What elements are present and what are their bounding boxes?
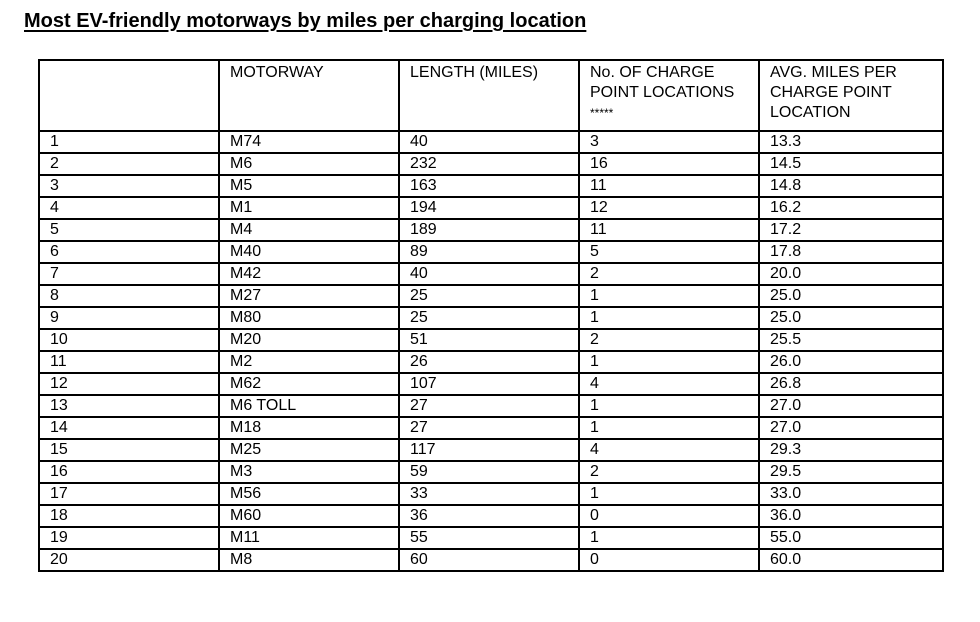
cell-motorway: M8 xyxy=(219,549,399,571)
cell-charge-point-locations: 1 xyxy=(579,285,759,307)
cell-rank: 20 xyxy=(39,549,219,571)
header-length: LENGTH (MILES) xyxy=(399,60,579,131)
cell-rank: 17 xyxy=(39,483,219,505)
cell-motorway: M2 xyxy=(219,351,399,373)
cell-length: 55 xyxy=(399,527,579,549)
cell-length: 194 xyxy=(399,197,579,219)
cell-length: 60 xyxy=(399,549,579,571)
cell-motorway: M1 xyxy=(219,197,399,219)
cell-motorway: M40 xyxy=(219,241,399,263)
cell-rank: 10 xyxy=(39,329,219,351)
table-row xyxy=(39,505,943,527)
cell-charge-point-locations: 12 xyxy=(579,197,759,219)
table-row xyxy=(39,483,943,505)
cell-charge-point-locations: 4 xyxy=(579,373,759,395)
header-locations-label: No. OF CHARGE POINT LOCATIONS xyxy=(590,64,735,101)
cell-motorway: M3 xyxy=(219,461,399,483)
cell-avg-miles: 33.0 xyxy=(759,483,943,505)
cell-rank: 11 xyxy=(39,351,219,373)
table-row xyxy=(39,285,943,307)
cell-motorway: M4 xyxy=(219,219,399,241)
cell-motorway: M80 xyxy=(219,307,399,329)
cell-length: 163 xyxy=(399,175,579,197)
cell-avg-miles: 14.8 xyxy=(759,175,943,197)
document-title: Most EV-friendly motorways by miles per charging location xyxy=(24,10,587,32)
cell-motorway: M6 xyxy=(219,153,399,175)
cell-charge-point-locations: 3 xyxy=(579,131,759,153)
cell-charge-point-locations: 0 xyxy=(579,505,759,527)
cell-length: 40 xyxy=(399,131,579,153)
header-avg-miles: AVG. MILES PER CHARGE POINT LOCATION xyxy=(759,60,943,131)
table-row xyxy=(39,131,943,153)
cell-rank: 15 xyxy=(39,439,219,461)
table-row xyxy=(39,219,943,241)
header-row xyxy=(39,60,943,131)
cell-length: 27 xyxy=(399,395,579,417)
table-row xyxy=(39,153,943,175)
cell-length: 33 xyxy=(399,483,579,505)
motorway-table xyxy=(38,59,944,572)
table-body xyxy=(39,131,943,571)
cell-rank: 3 xyxy=(39,175,219,197)
cell-rank: 13 xyxy=(39,395,219,417)
cell-length: 25 xyxy=(399,285,579,307)
cell-avg-miles: 27.0 xyxy=(759,395,943,417)
cell-length: 107 xyxy=(399,373,579,395)
cell-avg-miles: 25.5 xyxy=(759,329,943,351)
cell-rank: 18 xyxy=(39,505,219,527)
header-motorway: MOTORWAY xyxy=(219,60,399,131)
table-row xyxy=(39,417,943,439)
cell-length: 89 xyxy=(399,241,579,263)
cell-motorway: M42 xyxy=(219,263,399,285)
cell-avg-miles: 17.2 xyxy=(759,219,943,241)
table-row xyxy=(39,307,943,329)
cell-length: 26 xyxy=(399,351,579,373)
cell-charge-point-locations: 1 xyxy=(579,527,759,549)
cell-charge-point-locations: 0 xyxy=(579,549,759,571)
cell-avg-miles: 29.5 xyxy=(759,461,943,483)
table-row xyxy=(39,527,943,549)
cell-motorway: M18 xyxy=(219,417,399,439)
cell-motorway: M56 xyxy=(219,483,399,505)
cell-rank: 12 xyxy=(39,373,219,395)
cell-motorway: M74 xyxy=(219,131,399,153)
table-row xyxy=(39,263,943,285)
cell-avg-miles: 17.8 xyxy=(759,241,943,263)
table-row xyxy=(39,351,943,373)
cell-motorway: M5 xyxy=(219,175,399,197)
cell-avg-miles: 27.0 xyxy=(759,417,943,439)
cell-length: 36 xyxy=(399,505,579,527)
cell-charge-point-locations: 5 xyxy=(579,241,759,263)
cell-rank: 5 xyxy=(39,219,219,241)
cell-rank: 2 xyxy=(39,153,219,175)
cell-charge-point-locations: 16 xyxy=(579,153,759,175)
cell-length: 189 xyxy=(399,219,579,241)
cell-rank: 1 xyxy=(39,131,219,153)
cell-rank: 7 xyxy=(39,263,219,285)
table-row xyxy=(39,549,943,571)
cell-avg-miles: 25.0 xyxy=(759,307,943,329)
table-row xyxy=(39,175,943,197)
cell-length: 59 xyxy=(399,461,579,483)
cell-rank: 16 xyxy=(39,461,219,483)
cell-avg-miles: 60.0 xyxy=(759,549,943,571)
cell-avg-miles: 14.5 xyxy=(759,153,943,175)
table-row xyxy=(39,439,943,461)
cell-charge-point-locations: 1 xyxy=(579,417,759,439)
cell-motorway: M60 xyxy=(219,505,399,527)
cell-charge-point-locations: 4 xyxy=(579,439,759,461)
cell-charge-point-locations: 2 xyxy=(579,263,759,285)
cell-charge-point-locations: 2 xyxy=(579,461,759,483)
cell-motorway: M27 xyxy=(219,285,399,307)
cell-rank: 9 xyxy=(39,307,219,329)
cell-length: 51 xyxy=(399,329,579,351)
cell-motorway: M11 xyxy=(219,527,399,549)
table-row xyxy=(39,461,943,483)
cell-avg-miles: 20.0 xyxy=(759,263,943,285)
cell-charge-point-locations: 1 xyxy=(579,395,759,417)
cell-length: 25 xyxy=(399,307,579,329)
cell-length: 117 xyxy=(399,439,579,461)
cell-rank: 19 xyxy=(39,527,219,549)
cell-charge-point-locations: 11 xyxy=(579,175,759,197)
cell-avg-miles: 25.0 xyxy=(759,285,943,307)
cell-avg-miles: 26.0 xyxy=(759,351,943,373)
cell-avg-miles: 26.8 xyxy=(759,373,943,395)
cell-charge-point-locations: 2 xyxy=(579,329,759,351)
table-row xyxy=(39,197,943,219)
footnote-marker: ***** xyxy=(590,106,614,120)
cell-rank: 14 xyxy=(39,417,219,439)
cell-rank: 6 xyxy=(39,241,219,263)
cell-rank: 8 xyxy=(39,285,219,307)
cell-charge-point-locations: 11 xyxy=(579,219,759,241)
cell-motorway: M6 TOLL xyxy=(219,395,399,417)
header-charge-point-locations xyxy=(579,60,759,131)
table-row xyxy=(39,241,943,263)
cell-length: 232 xyxy=(399,153,579,175)
cell-avg-miles: 36.0 xyxy=(759,505,943,527)
cell-avg-miles: 29.3 xyxy=(759,439,943,461)
cell-length: 27 xyxy=(399,417,579,439)
cell-charge-point-locations: 1 xyxy=(579,483,759,505)
header-rank xyxy=(39,60,219,131)
cell-length: 40 xyxy=(399,263,579,285)
table-row xyxy=(39,329,943,351)
cell-avg-miles: 16.2 xyxy=(759,197,943,219)
table-header xyxy=(39,60,943,131)
cell-avg-miles: 55.0 xyxy=(759,527,943,549)
cell-charge-point-locations: 1 xyxy=(579,351,759,373)
cell-avg-miles: 13.3 xyxy=(759,131,943,153)
table-row xyxy=(39,373,943,395)
cell-motorway: M20 xyxy=(219,329,399,351)
cell-motorway: M62 xyxy=(219,373,399,395)
table-row xyxy=(39,395,943,417)
cell-charge-point-locations: 1 xyxy=(579,307,759,329)
cell-rank: 4 xyxy=(39,197,219,219)
cell-motorway: M25 xyxy=(219,439,399,461)
